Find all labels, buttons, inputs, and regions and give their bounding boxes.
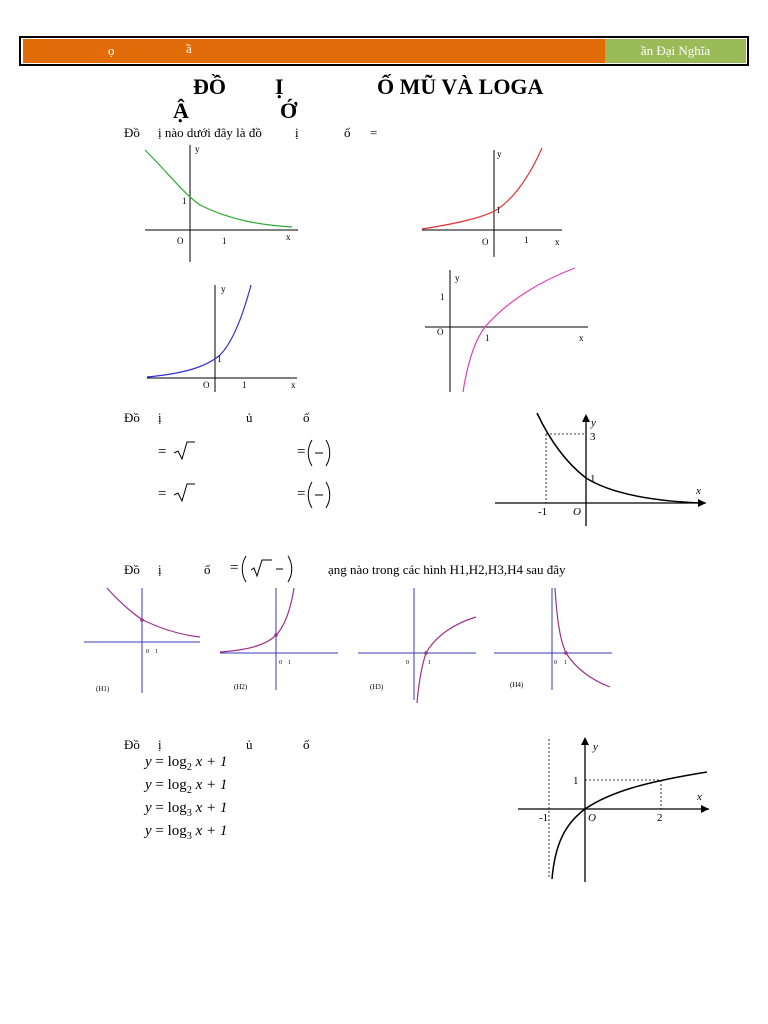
- q1-word1: Đồ: [124, 125, 140, 140]
- q2-word4: ố: [303, 410, 310, 425]
- q3-label-h3: (H3): [370, 683, 384, 691]
- q3-word2: ị: [158, 562, 162, 577]
- q2-graph-x-label: x: [696, 485, 701, 497]
- q2-graph-y-label: y: [591, 417, 596, 429]
- q2-word1: Đồ: [124, 410, 140, 425]
- q1-graph-3: [145, 280, 303, 395]
- header-right-author: ần Đại Nghĩa: [605, 39, 746, 63]
- q4-graph: [515, 734, 715, 884]
- q1-graph-4-one-x: 1: [485, 333, 490, 343]
- q3-graph-h1: [82, 585, 202, 700]
- q4-word1: Đồ: [124, 737, 140, 752]
- q4-graph-y-label: y: [593, 741, 598, 753]
- q1-graph-1: [140, 140, 305, 265]
- q4-word4: ố: [303, 737, 310, 752]
- q3-graph-h4-curve: [555, 588, 610, 687]
- svg-text:1: 1: [564, 660, 567, 666]
- q1-graph-4-y-label: y: [455, 273, 460, 283]
- q3-graph-h2: [218, 585, 340, 695]
- q4-option-b: $y = \log_2 x + 1$: [145, 777, 228, 796]
- title-part1: ĐỒ: [193, 74, 226, 99]
- q4-graph-curve: [552, 772, 707, 879]
- q4-graph-val-2: 2: [657, 812, 663, 824]
- q1-graph-1-one-x: 1: [222, 236, 227, 246]
- q1-graph-2-y-label: y: [497, 149, 502, 159]
- q1-word4: ố: [344, 125, 351, 140]
- q4-option-d: $y = \log_3 x + 1$: [145, 823, 228, 842]
- q1-graph-1-x-label: x: [286, 232, 291, 242]
- q3-graph-h3-curve: [417, 617, 476, 703]
- q1-graph-3-one-x: 1: [242, 380, 247, 390]
- q1-graph-1-curve: [145, 150, 292, 227]
- q1-graph-3-origin: O: [203, 380, 210, 390]
- q3-word1: Đồ: [124, 562, 140, 577]
- q1-graph-2-one-y: 1: [496, 205, 501, 215]
- q1-graph-3-y-label: y: [221, 284, 226, 294]
- q2-option-a-sqrt: [172, 440, 196, 462]
- q1-graph-2: [420, 145, 568, 260]
- q1-graph-4-x-label: x: [579, 333, 584, 343]
- q1-graph-4: [423, 265, 593, 395]
- header-left-bar: [23, 39, 605, 63]
- q1-graph-3-curve: [147, 285, 251, 377]
- q2-graph-val-3: 3: [590, 431, 596, 443]
- q1-word3: ị: [295, 125, 299, 140]
- q4-graph-val-1: 1: [573, 775, 579, 787]
- q2-option-c-eq: =: [157, 486, 168, 502]
- q1-word5: =: [370, 125, 378, 140]
- q1-graph-2-one-x: 1: [524, 235, 529, 245]
- svg-text:1: 1: [155, 649, 158, 655]
- svg-text:0: 0: [406, 660, 409, 666]
- header-left-char1: ọ: [108, 43, 115, 58]
- svg-text:0: 0: [146, 649, 149, 655]
- q2-option-d-paren: [306, 480, 332, 510]
- q4-graph-x-label: x: [697, 791, 702, 803]
- svg-text:0: 0: [554, 660, 557, 666]
- q1-graph-1-origin: O: [177, 236, 184, 246]
- q1-graph-4-curve: [463, 268, 575, 392]
- q1-graph-2-curve: [422, 148, 542, 229]
- q3-label-h1: (H1): [96, 685, 110, 693]
- q4-option-c: $y = \log_3 x + 1$: [145, 800, 228, 819]
- q1-graph-3-one-y: 1: [217, 354, 222, 364]
- q2-graph-val-m1: -1: [538, 506, 548, 518]
- q3-word3: ố: [204, 562, 211, 577]
- q2-word3: ủ: [246, 410, 253, 425]
- q2-option-a-eq: =: [157, 444, 168, 460]
- svg-text:1: 1: [288, 660, 291, 666]
- title-line2b: Ớ: [280, 98, 298, 123]
- q1-graph-4-one-y: 1: [440, 292, 445, 302]
- q1-graph-1-y-label: y: [195, 144, 200, 154]
- q4-graph-origin: O: [588, 812, 596, 824]
- q1-graph-3-x-label: x: [291, 380, 296, 390]
- q3-expression: [240, 554, 295, 584]
- q4-word3: ủ: [246, 737, 253, 752]
- q4-option-a: $y = \log_2 x + 1$: [145, 754, 228, 773]
- q3-graph-h1-curve: [107, 588, 200, 637]
- svg-text:0: 0: [279, 660, 282, 666]
- q3-graph-h4: [492, 585, 614, 695]
- q3-tail: ạng nào trong các hình H1,H2,H3,H4 sau đây: [328, 562, 566, 577]
- title-part3: Ố MŨ VÀ LOGA: [377, 74, 544, 99]
- q3-graph-h3: [356, 585, 481, 705]
- q3-graph-h2-curve: [220, 588, 294, 652]
- svg-text:1: 1: [428, 660, 431, 666]
- q1-word2: ị nào dưới đây là đồ: [158, 125, 262, 140]
- q2-word2: ị: [158, 410, 162, 425]
- q2-option-b-eq: =: [296, 444, 307, 460]
- q2-graph-val-1: 1: [590, 473, 596, 485]
- title-part2: Ị: [275, 74, 284, 99]
- q3-eq: =: [229, 560, 240, 576]
- q1-graph-2-x-label: x: [555, 237, 560, 247]
- q4-word2: ị: [158, 737, 162, 752]
- q2-graph: [490, 408, 712, 528]
- q2-graph-curve: [537, 413, 702, 503]
- q2-option-b-paren: [306, 438, 332, 468]
- q1-graph-1-one-y: 1: [182, 196, 187, 206]
- q2-graph-origin: O: [573, 506, 581, 518]
- q3-label-h2: (H2): [234, 683, 248, 691]
- header-left-char2: ầ: [186, 41, 192, 56]
- q3-label-h4: (H4): [510, 681, 524, 689]
- title-line2a: Ậ: [173, 98, 189, 123]
- q2-option-d-eq: =: [296, 486, 307, 502]
- q4-graph-val-m1: -1: [539, 812, 549, 824]
- q1-graph-2-origin: O: [482, 237, 489, 247]
- q1-graph-4-origin: O: [437, 327, 444, 337]
- q2-option-c-sqrt: [172, 482, 196, 504]
